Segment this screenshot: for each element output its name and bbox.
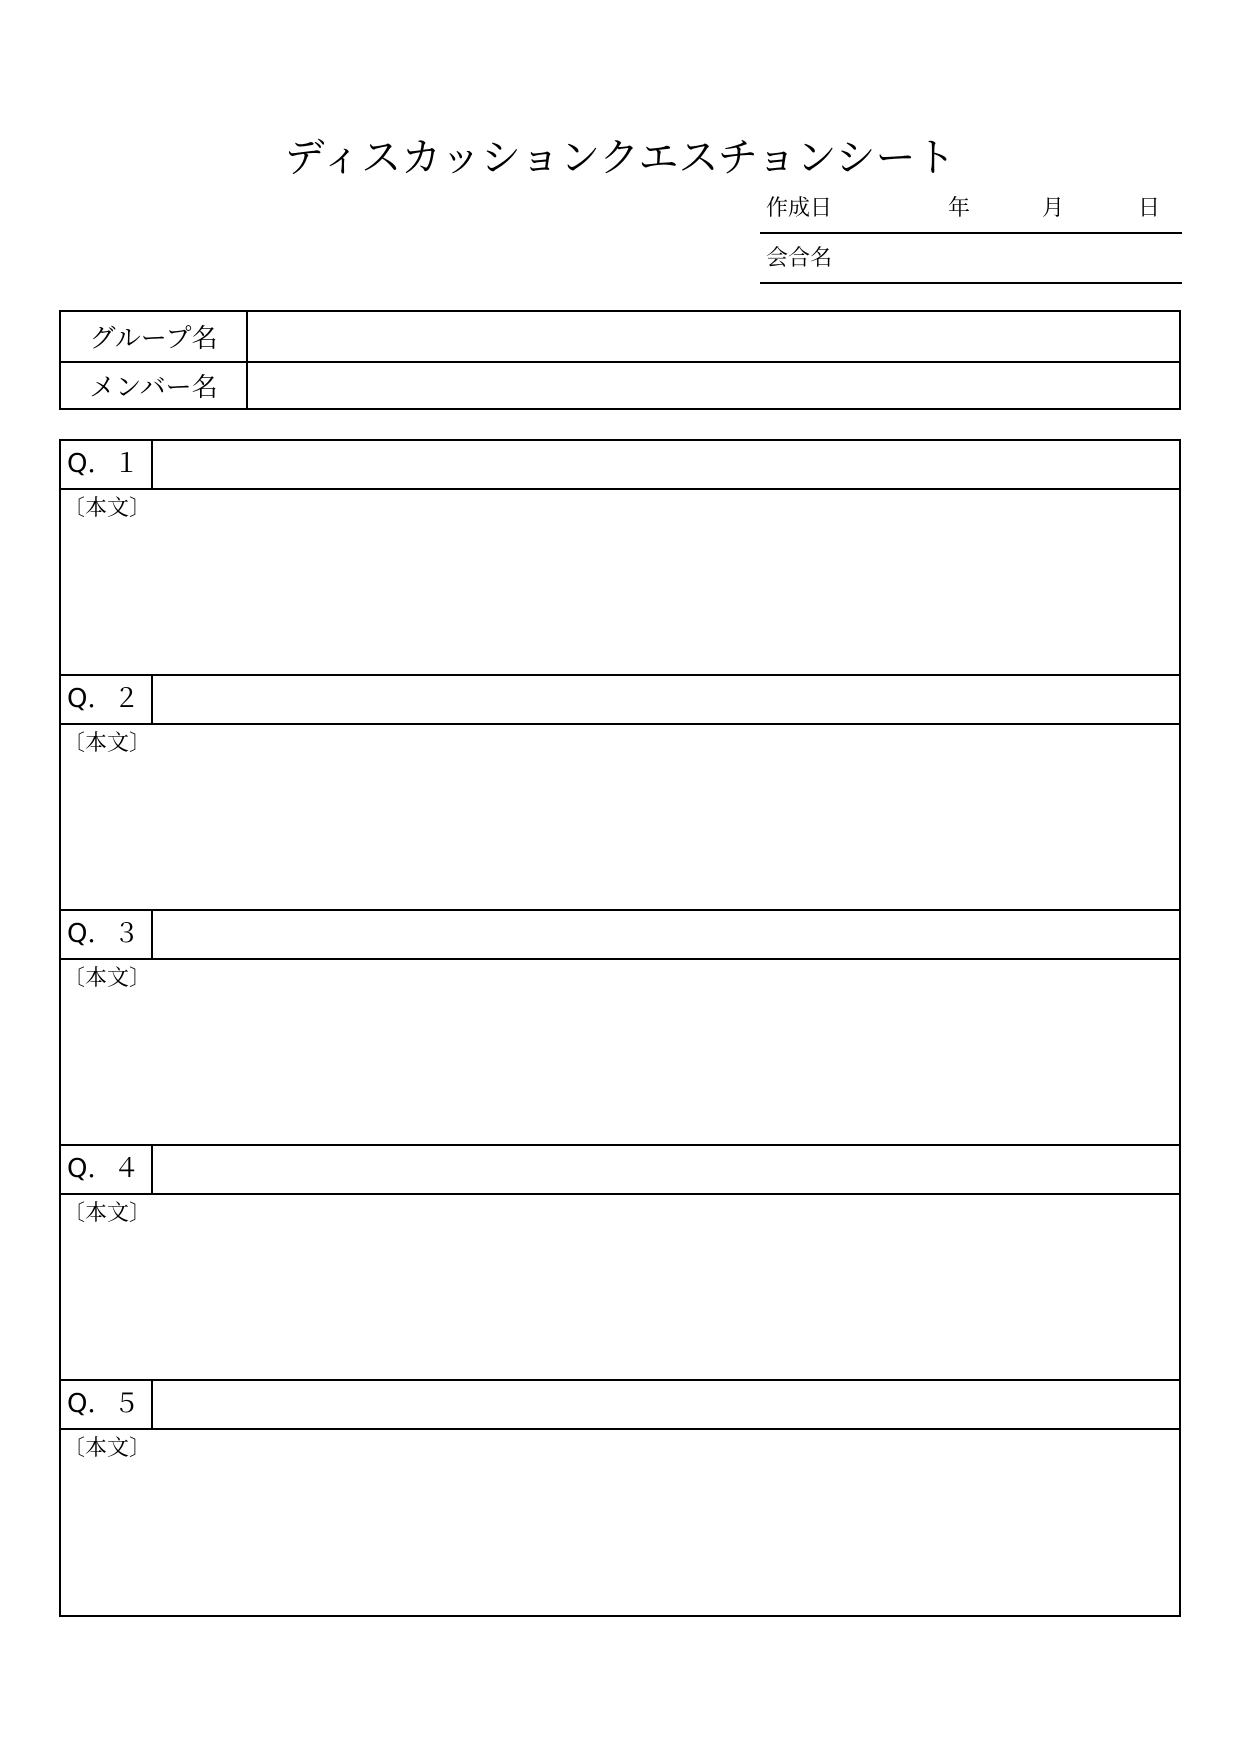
- question-body-label: 〔本文〕: [63, 966, 152, 991]
- question-title-field[interactable]: [153, 441, 1179, 488]
- question-block: [61, 911, 1179, 1146]
- question-body-label: 〔本文〕: [63, 496, 152, 521]
- meeting-name-label: 会合名: [766, 246, 833, 271]
- question-number: Q．１: [61, 441, 153, 488]
- question-body-field[interactable]: [61, 1430, 1179, 1616]
- group-name-row: [61, 312, 1179, 363]
- creation-date-field[interactable]: [760, 188, 1182, 234]
- question-block: [61, 1146, 1179, 1381]
- question-title-field[interactable]: [153, 1146, 1179, 1193]
- member-name-field[interactable]: [248, 362, 1179, 408]
- question-header: [61, 441, 1179, 490]
- question-number: Q．５: [61, 1381, 153, 1428]
- group-name-field[interactable]: [248, 312, 1179, 361]
- question-header: [61, 1381, 1179, 1430]
- question-body-field[interactable]: [61, 725, 1179, 909]
- group-name-label: グループ名: [61, 312, 248, 361]
- question-header: [61, 911, 1179, 960]
- question-body-field[interactable]: [61, 1195, 1179, 1379]
- year-label: 年: [948, 196, 971, 221]
- question-body-field[interactable]: [61, 490, 1179, 674]
- member-name-row: [61, 362, 1179, 408]
- member-name-label: メンバー名: [61, 362, 248, 408]
- meeting-name-field[interactable]: [760, 238, 1182, 284]
- question-title-field[interactable]: [153, 1381, 1179, 1428]
- question-title-field[interactable]: [153, 676, 1179, 723]
- question-header: [61, 676, 1179, 725]
- page-title: ディスカッションクエスチョンシート: [284, 135, 956, 181]
- question-block: [61, 441, 1179, 676]
- question-number: Q．４: [61, 1146, 153, 1193]
- question-body-label: 〔本文〕: [63, 1436, 152, 1461]
- question-title-field[interactable]: [153, 911, 1179, 958]
- question-header: [61, 1146, 1179, 1195]
- question-block: [61, 1381, 1179, 1616]
- creation-date-label: 作成日: [766, 196, 833, 221]
- questions-table: [59, 439, 1181, 1617]
- month-label: 月: [1042, 196, 1065, 221]
- question-block: [61, 676, 1179, 911]
- question-number: Q．３: [61, 911, 153, 958]
- question-body-field[interactable]: [61, 960, 1179, 1144]
- question-body-label: 〔本文〕: [63, 1201, 152, 1226]
- day-label: 日: [1138, 196, 1161, 221]
- group-info-table: [59, 310, 1181, 410]
- question-body-label: 〔本文〕: [63, 731, 152, 756]
- question-number: Q．２: [61, 676, 153, 723]
